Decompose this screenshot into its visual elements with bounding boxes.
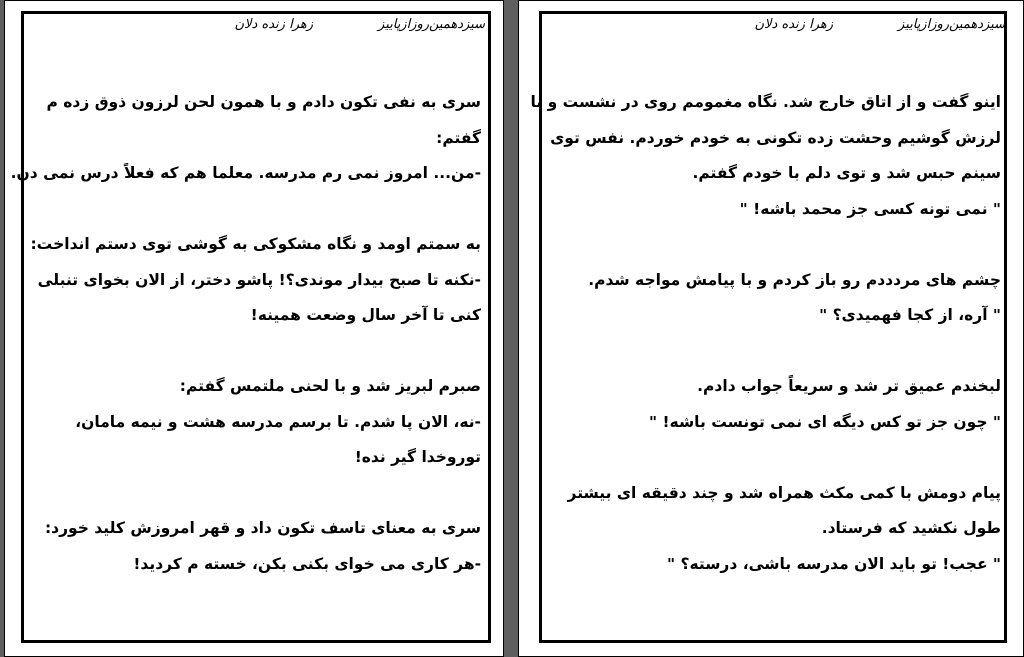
author-name: زهرا زنده دلان bbox=[234, 17, 313, 32]
paragraph-gap bbox=[27, 192, 481, 228]
text-line: چشم های مردددم رو باز کردم و با پیامش مواجه شدم. bbox=[588, 270, 1001, 289]
text-line: گفتم: bbox=[436, 128, 481, 147]
text-line: سینم حبس شد و توی دلم با خودم گفتم. bbox=[692, 164, 1001, 182]
page-header bbox=[5, 17, 503, 41]
text-line: تورو‌خدا گیر نده! bbox=[354, 448, 481, 466]
paragraph-gap bbox=[27, 334, 481, 370]
left-page bbox=[4, 0, 504, 657]
text-line: طول نکشید که فرستاد. bbox=[821, 519, 1001, 537]
text-line: اینو گفت و از اتاق خارج شد. نگاه مغمومم روی در نشست و با bbox=[530, 93, 1001, 111]
paragraph-gap bbox=[541, 227, 1001, 263]
page-body bbox=[530, 85, 1001, 582]
text-line: -هر کاری می خوای بکنی بکن، خسته م کردید! bbox=[133, 554, 481, 573]
text-line: لبخندم عمیق تر شد و سریعاً جواب دادم. bbox=[697, 377, 1001, 395]
text-line: کنی تا آخر سال وضعت همینه! bbox=[250, 306, 481, 324]
text-line: -نکنه تا صبح بیدار موندی؟! پاشو دختر، از الان بخوای تنبلی bbox=[37, 270, 481, 289]
paragraph-gap bbox=[541, 334, 1001, 370]
text-line: " نمی تونه کسی جز محمد باشه! " bbox=[739, 199, 1001, 218]
novel-title: سیزدهمین‌روزازپاییز bbox=[378, 17, 485, 32]
text-line: لرزش گوشیم وحشت زده تکونی به خودم خوردم. نفس توی bbox=[550, 128, 1001, 147]
text-line: سری به نفی تکون دادم و با همون لحن لرزون ذوق زده م bbox=[46, 93, 481, 111]
page-body bbox=[10, 85, 481, 582]
right-page bbox=[518, 0, 1024, 657]
text-line: پیام دومش با کمی مکث همراه شد و چند دقیقه ای بیشتر bbox=[567, 483, 1001, 502]
page-header bbox=[519, 17, 1023, 41]
paragraph-gap bbox=[27, 476, 481, 512]
paragraph-gap bbox=[541, 440, 1001, 476]
text-line: " آره، از کجا فهمیدی؟ " bbox=[819, 306, 1001, 324]
author-name: زهرا زنده دلان bbox=[754, 17, 833, 32]
text-line: به سمتم اومد و نگاه مشکوکی به گوشی توی دستم انداخت: bbox=[30, 235, 481, 253]
text-line: صبرم لبریز شد و با لحنی ملتمس گفتم: bbox=[179, 377, 481, 395]
text-line: -نه، الان پا شدم. تا برسم مدرسه هشت و نیمه مامان، bbox=[75, 412, 481, 431]
text-line: -من... امروز نمی رم مدرسه. معلما هم که فعلاً درس نمی دن. bbox=[10, 164, 481, 182]
text-line: " چون جز تو کس دیگه ای نمی تونست باشه! " bbox=[649, 412, 1001, 431]
novel-title: سیزدهمین‌روزازپاییز bbox=[898, 17, 1005, 32]
text-line: " عجب! تو باید الان مدرسه باشی، درسته؟ " bbox=[667, 554, 1001, 573]
text-line: سری به معنای تاسف تکون داد و قهر امروزش کلید خورد: bbox=[44, 519, 481, 537]
